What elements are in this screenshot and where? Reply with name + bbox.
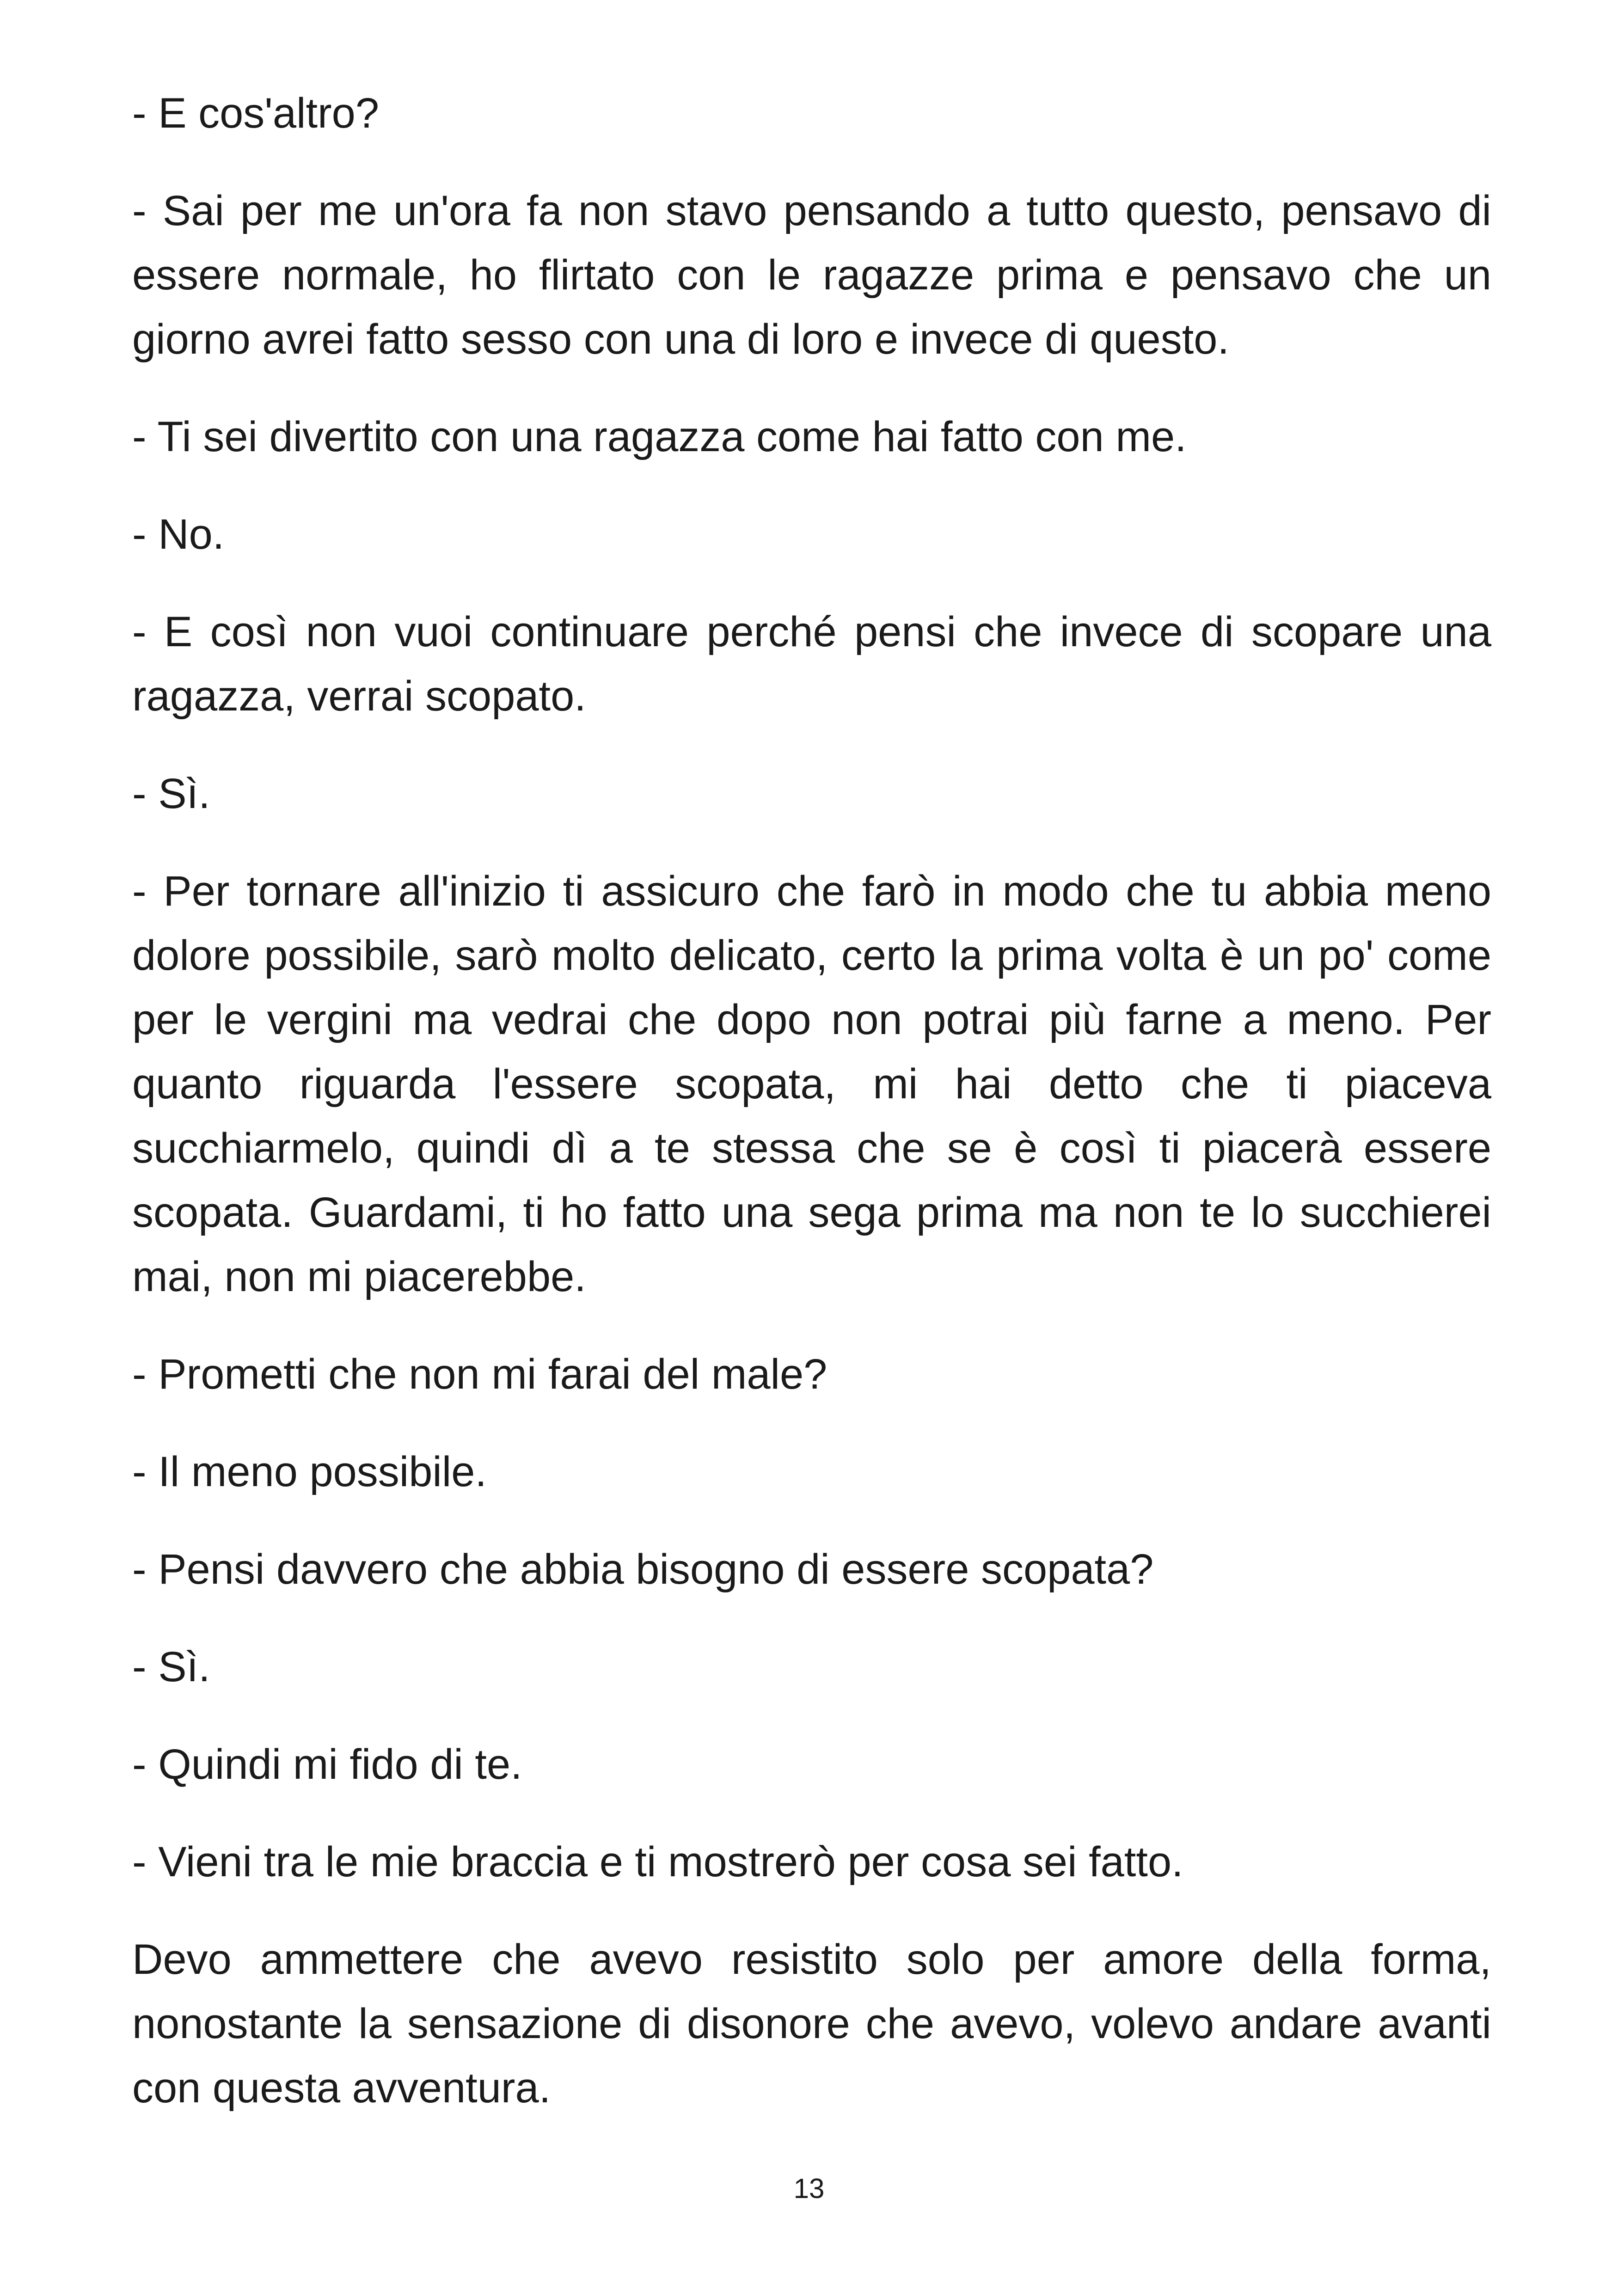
paragraph: - Sì.: [132, 770, 210, 817]
paragraph: - Pensi davvero che abbia bisogno di essere scopata?: [132, 1546, 1154, 1593]
paragraph: - E cos'altro?: [132, 90, 379, 137]
paragraph: Devo ammettere che avevo resistito solo per amore della forma, nonostante la sensazione di disonore che avevo, volevo andare avanti con questa avventura.: [132, 1936, 1491, 2112]
paragraph: - E così non vuoi continuare perché pensi che invece di scopare una ragazza, verrai scopato.: [132, 608, 1491, 720]
paragraph: - Ti sei divertito con una ragazza come hai fatto con me.: [132, 413, 1187, 460]
paragraph: - Sì.: [132, 1643, 210, 1690]
paragraph: - Quindi mi fido di te.: [132, 1741, 522, 1788]
page-number: 13: [793, 2173, 825, 2204]
paragraph: - Vieni tra le mie braccia e ti mostrerò per cosa sei fatto.: [132, 1838, 1183, 1886]
paragraph: - No.: [132, 511, 225, 558]
paragraph: - Sai per me un'ora fa non stavo pensando a tutto questo, pensavo di essere normale, ho flirtato con le ragazze prima e pensavo che un giorno avrei fatto sesso con una di loro e invece di questo.: [132, 187, 1491, 363]
paragraph: - Il meno possibile.: [132, 1448, 487, 1495]
paragraph: - Prometti che non mi farai del male?: [132, 1351, 827, 1398]
paragraph: - Per tornare all'inizio ti assicuro che farò in modo che tu abbia meno dolore possibile, sarò molto delicato, certo la prima volta è un po' come per le vergini ma vedrai che dopo non potrai più farne a meno. Per quanto riguarda l'essere scopata, mi hai detto che ti piaceva succhiarmelo, quindi dì a te stessa che se è così ti piacerà essere scopata. Guardami, ti ho fatto una sega prima ma non te lo succhierei mai, non mi piacerebbe.: [132, 868, 1491, 1300]
page-body: [132, 81, 1491, 2154]
